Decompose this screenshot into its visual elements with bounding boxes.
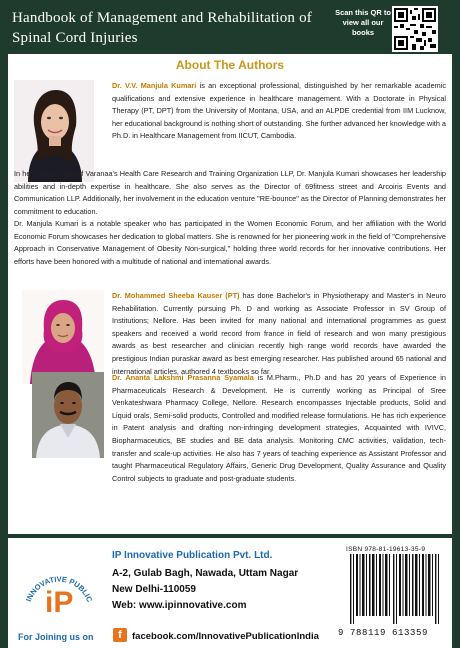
author-bio-text: is an exceptional professional, distinguished by her remarkable academic qualifications and extensive experience in healthcare management. With a Doctorate in Physical Therapy (PT, DPT) from the University of Montana, USA, and an ALPDE credential from IIM Lucknow, her educational background is nothing short of outstanding. She further advanced her knowledge with a Ph.D. in Healthcare Management from IICUT, Cambodia. — [112, 81, 446, 141]
qr-label: Scan this QR to view all our books — [335, 8, 391, 37]
author-bio-ananta — [112, 372, 446, 485]
publisher-name: IP Innovative Publication Pvt. Ltd. — [112, 550, 273, 561]
address-line-1: A-2, Gulab Bagh, Nawada, Uttam Nagar — [112, 568, 299, 579]
website[interactable]: Web: www.ipinnovative.com — [112, 600, 247, 611]
innovative-publication-logo — [18, 548, 100, 626]
author-bio-manjula-p2: In her role as CEO of Varanaa's Health Care Research and Training Organization LLP, Dr. Manjula Kumari showcases her leadership abilities and in-depth expertise in healthcare. She also serves as the Director of 69fitness street and Arcoiris Events and Communication LLP. Additionally, her involvement in the education venture "RE-bounce" as the Director of Planning demonstrates her commitment to education. — [14, 169, 446, 216]
author-bio-text: has done Bachelor's in Physiotherapy and Master's in Neuro Rehabilitation. Currently pursuing Ph. D and working as Associate Professor in SV Group of Institutions; Nellore. Has been invited for many national and international programmes as guest speakers and received a world record from france in field of research and won many prestigious awards as best researcher and clinician recently high range world records have awarded the prestigious Indian puraskar award as best emerging researcher. Has published around 65 national and international articles, authored 4 textbooks so far. — [112, 291, 446, 376]
qr-code-icon[interactable] — [392, 6, 438, 52]
book-title: Handbook of Management and Rehabilitation of Spinal Cord Injuries — [12, 10, 312, 46]
author-name: Dr. V.V. Manjula Kumari — [112, 81, 197, 90]
address-line-2: New Delhi-110059 — [112, 584, 196, 595]
author-bio-text: is M.Pharm., Ph.D and has 20 years of Experience in Pharmaceuticals Research & Development. He is currently working as Principal of Sree Venkateshwara Pharmacy College, Nellore. Research encompasses Injectable products, Solid and Liquid orals, Semi-solid products, Controlled and modified release formulations. He has rich experience in Patent analysis and drafting non-infringing development strategies, Acquainted with IVIVC, Biopharmaceutics, BE studies and BE data analysis. Monitoring CMC activities, validation, tech-transfer and scale-up activities. He also has 7 years of teaching experience as Assistant Professor and taught Pharmaceutical Regulatory Affairs, Generic Drug Development, Quality Assurance and Quality Control subjects to graduate and post-graduate students. — [112, 373, 446, 483]
join-label: For Joining us on — [18, 632, 94, 642]
section-title: About The Authors — [175, 58, 285, 72]
barcode-icon — [348, 554, 444, 624]
logo-letters: iP — [45, 586, 74, 619]
author-name: Dr. Mohammed Sheeba Kauser (PT) — [112, 291, 240, 300]
logo-text: INNOVATIVE PUBLIC — [23, 574, 95, 604]
facebook-link[interactable]: facebook.com/InnovativePublicationIndia — [132, 631, 319, 642]
author-bio-manjula-p3: Dr. Manjula Kumari is a notable speaker who has participated in the Women Economic Forum, and her affiliation with the World Economic Forum showcases her dedication to global matters. She is renowned for her pioneering work in the field of "Comprehensive Approach in Conservative Management of Obesity Non-surgical," holding three world records for her innovative contributions. Her efforts have been honored with a multitude of national and international awards. — [14, 219, 446, 266]
publisher-footer — [8, 538, 452, 648]
authors-panel — [8, 54, 452, 534]
isbn-label: ISBN 978-81-19613-35-9 — [346, 546, 426, 553]
author-photo-sheeba — [22, 290, 104, 384]
author-bio-sheeba — [112, 290, 446, 378]
header — [0, 0, 460, 62]
facebook-icon[interactable]: f — [113, 628, 127, 642]
author-bio-manjula — [112, 80, 446, 143]
author-photo-ananta — [32, 372, 104, 458]
author-photo-manjula — [14, 80, 94, 182]
author-name: Dr. Ananta Lakshmi Prasanna Syamala — [112, 373, 254, 382]
isbn-digits: 9 788119 613359 — [338, 628, 429, 638]
